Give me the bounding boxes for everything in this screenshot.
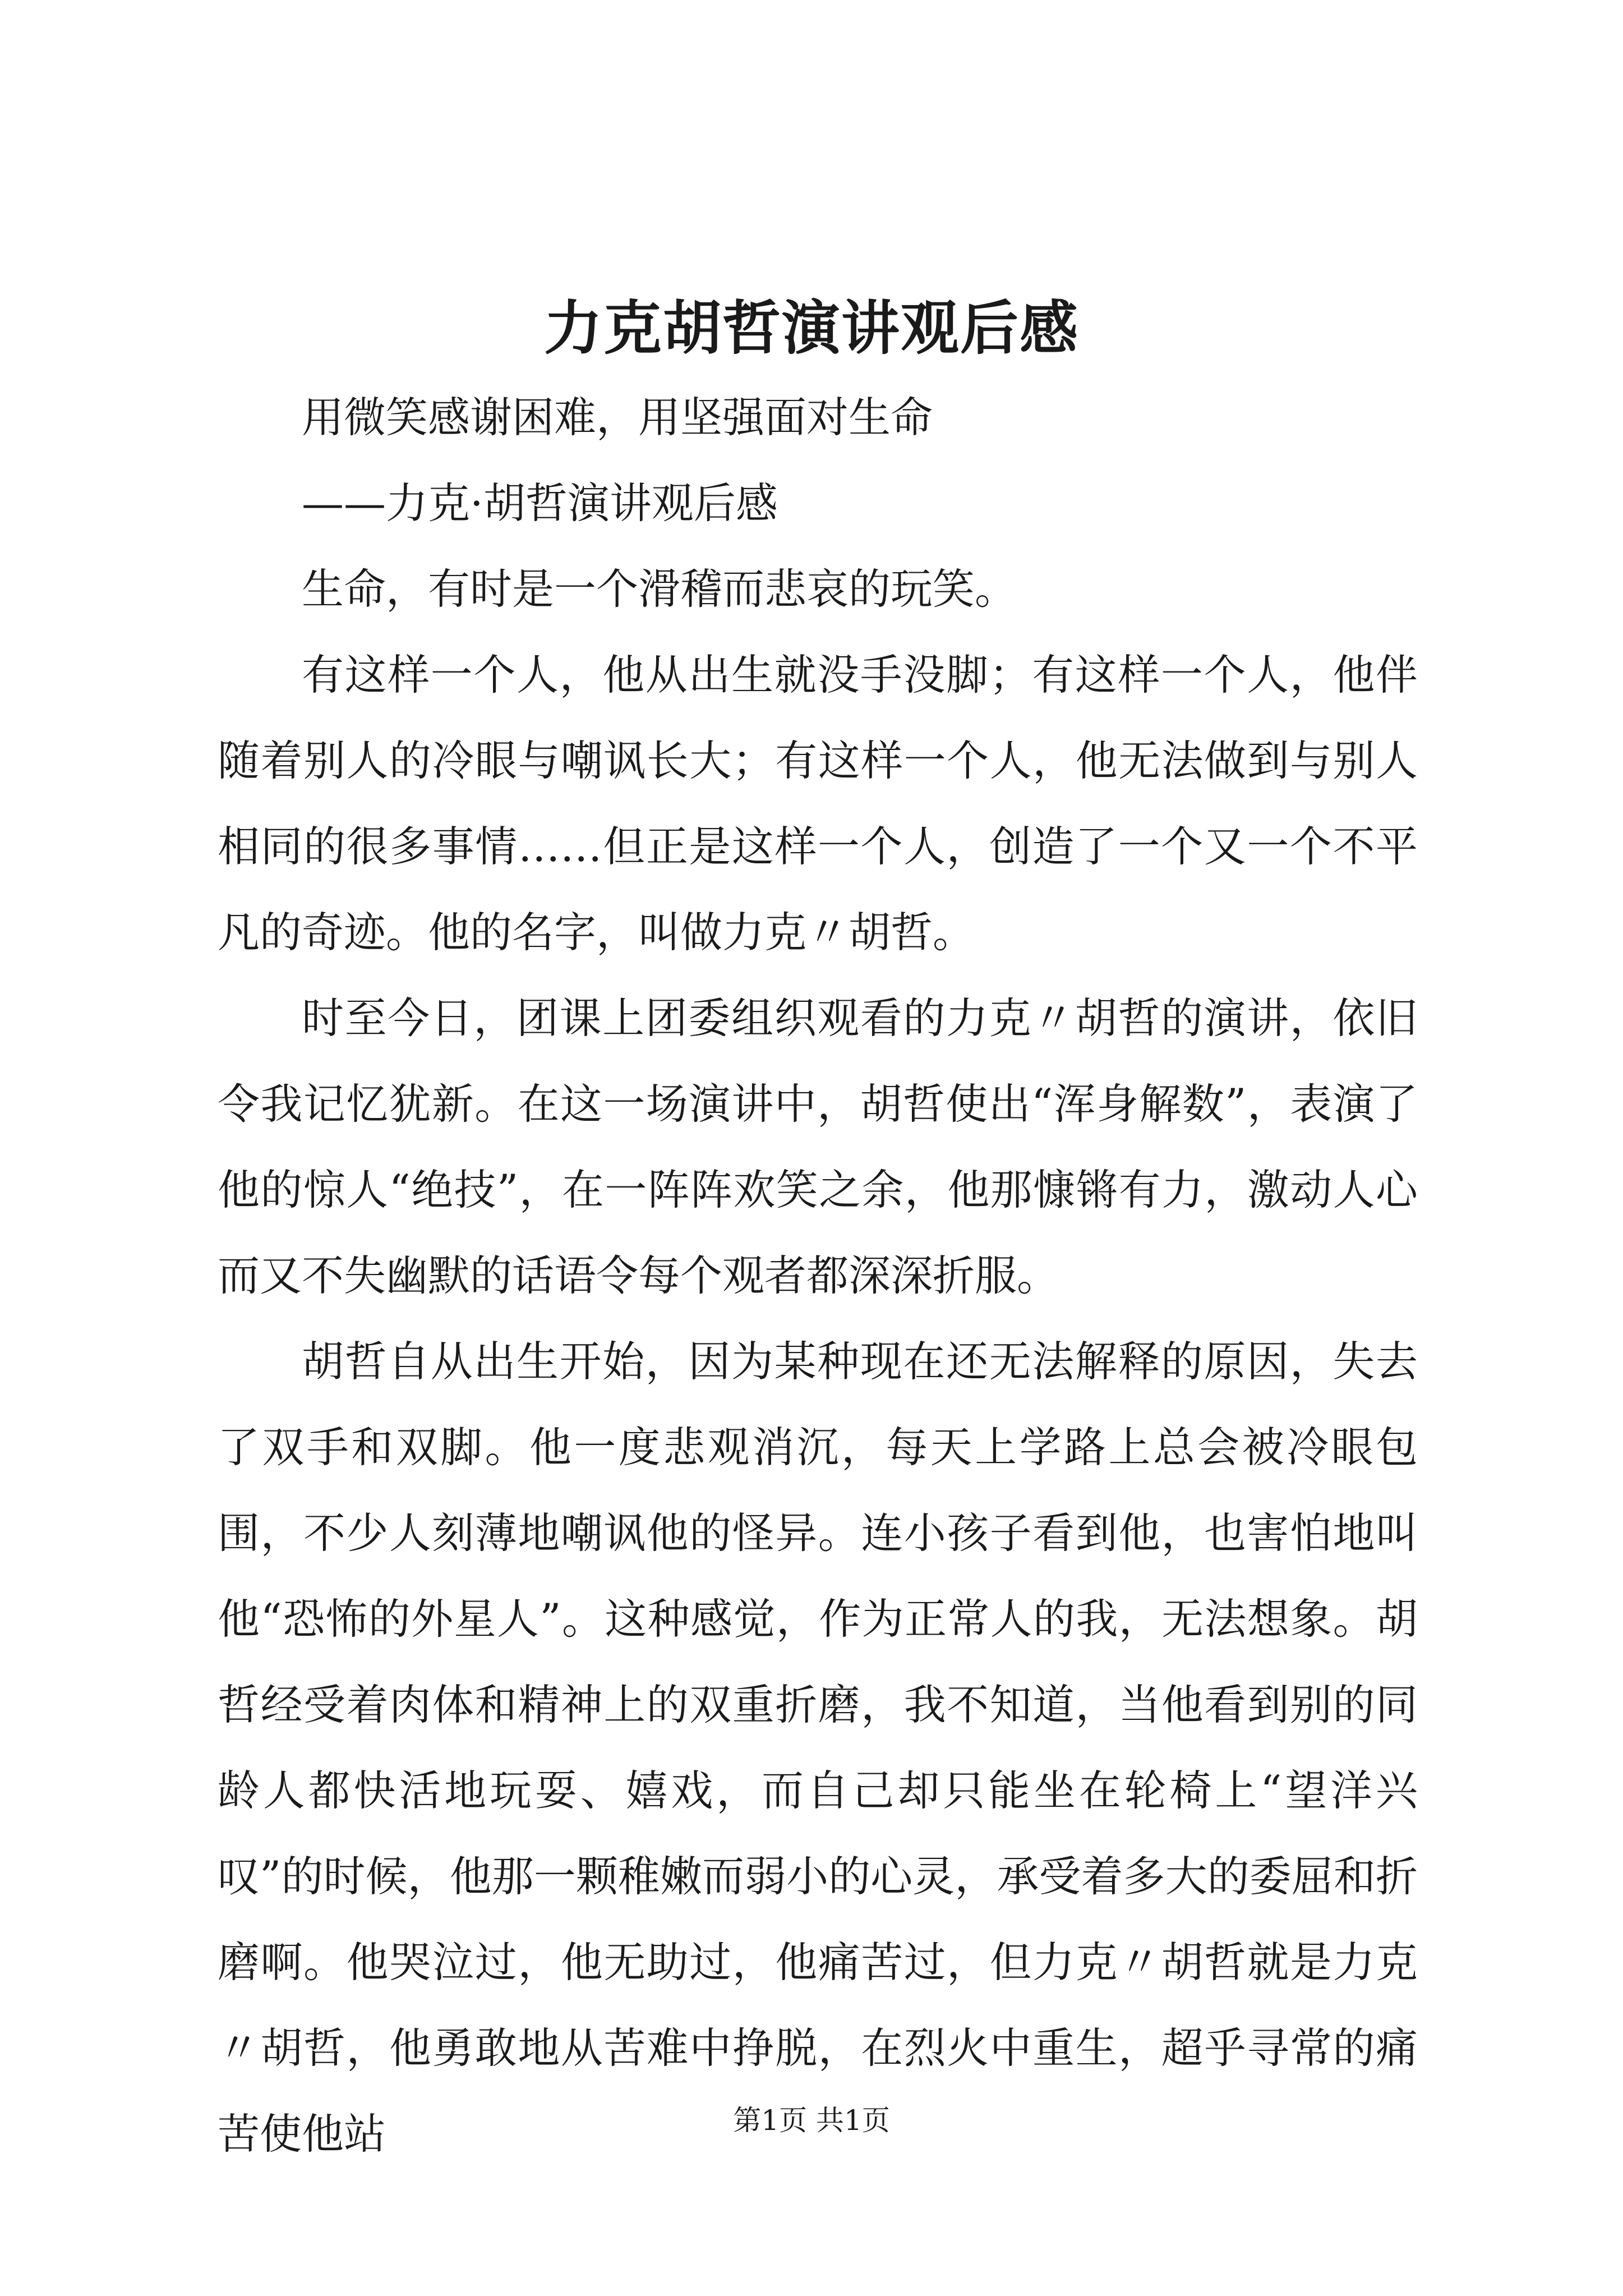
- document-title: 力克胡哲演讲观后感: [543, 293, 1079, 362]
- body-paragraph: 胡哲自从出生开始，因为某种现在还无法解释的原因，失去了双手和双脚。他一度悲观消沉，每天上学路上总会被冷眼包围，不少人刻薄地嘲讽他的怪异。连小孩子看到他，也害怕地叫他“恐怖的外星人”。这种感觉，作为正常人的我，无法想象。胡哲经受着肉体和精神上的双重折磨，我不知道，当他看到别的同龄人都快活地玩耍、嬉戏，而自己却只能坐在轮椅上“望洋兴叹”的时候，他那一颗稚嫩而弱小的心灵，承受着多大的委屈和折磨啊。他哭泣过，他无助过，他痛苦过，但力克〃胡哲就是力克〃胡哲，他勇敢地从苦难中挣脱，在烈火中重生，超乎寻常的痛苦使他站: [218, 1337, 1418, 2159]
- subtitle-attribution: ——力克·胡哲演讲观后感: [302, 478, 778, 528]
- page-footer: 第1页 共1页: [733, 2104, 890, 2137]
- body-paragraph: 时至今日，团课上团委组织观看的力克〃胡哲的演讲，依旧令我记忆犹新。在这一场演讲中，胡哲使出“浑身解数”，表演了他的惊人“绝技”，在一阵阵欢笑之余，他那慷锵有力，激动人心而又不失幽默的话语令每个观者都深深折服。: [218, 993, 1418, 1300]
- subtitle-line: 用微笑感谢困难，用坚强面对生命: [302, 393, 933, 442]
- document-body: [218, 375, 1418, 2177]
- body-paragraph: 有这样一个人，他从出生就没手没脚；有这样一个人，他伴随着别人的冷眼与嘲讽长大；有这样一个人，他无法做到与别人相同的很多事情……但正是这样一个人，创造了一个又一个不平凡的奇迹。他的名字，叫做力克〃胡哲。: [218, 650, 1418, 957]
- body-paragraph: 生命，有时是一个滑稽而悲哀的玩笑。: [302, 564, 1017, 614]
